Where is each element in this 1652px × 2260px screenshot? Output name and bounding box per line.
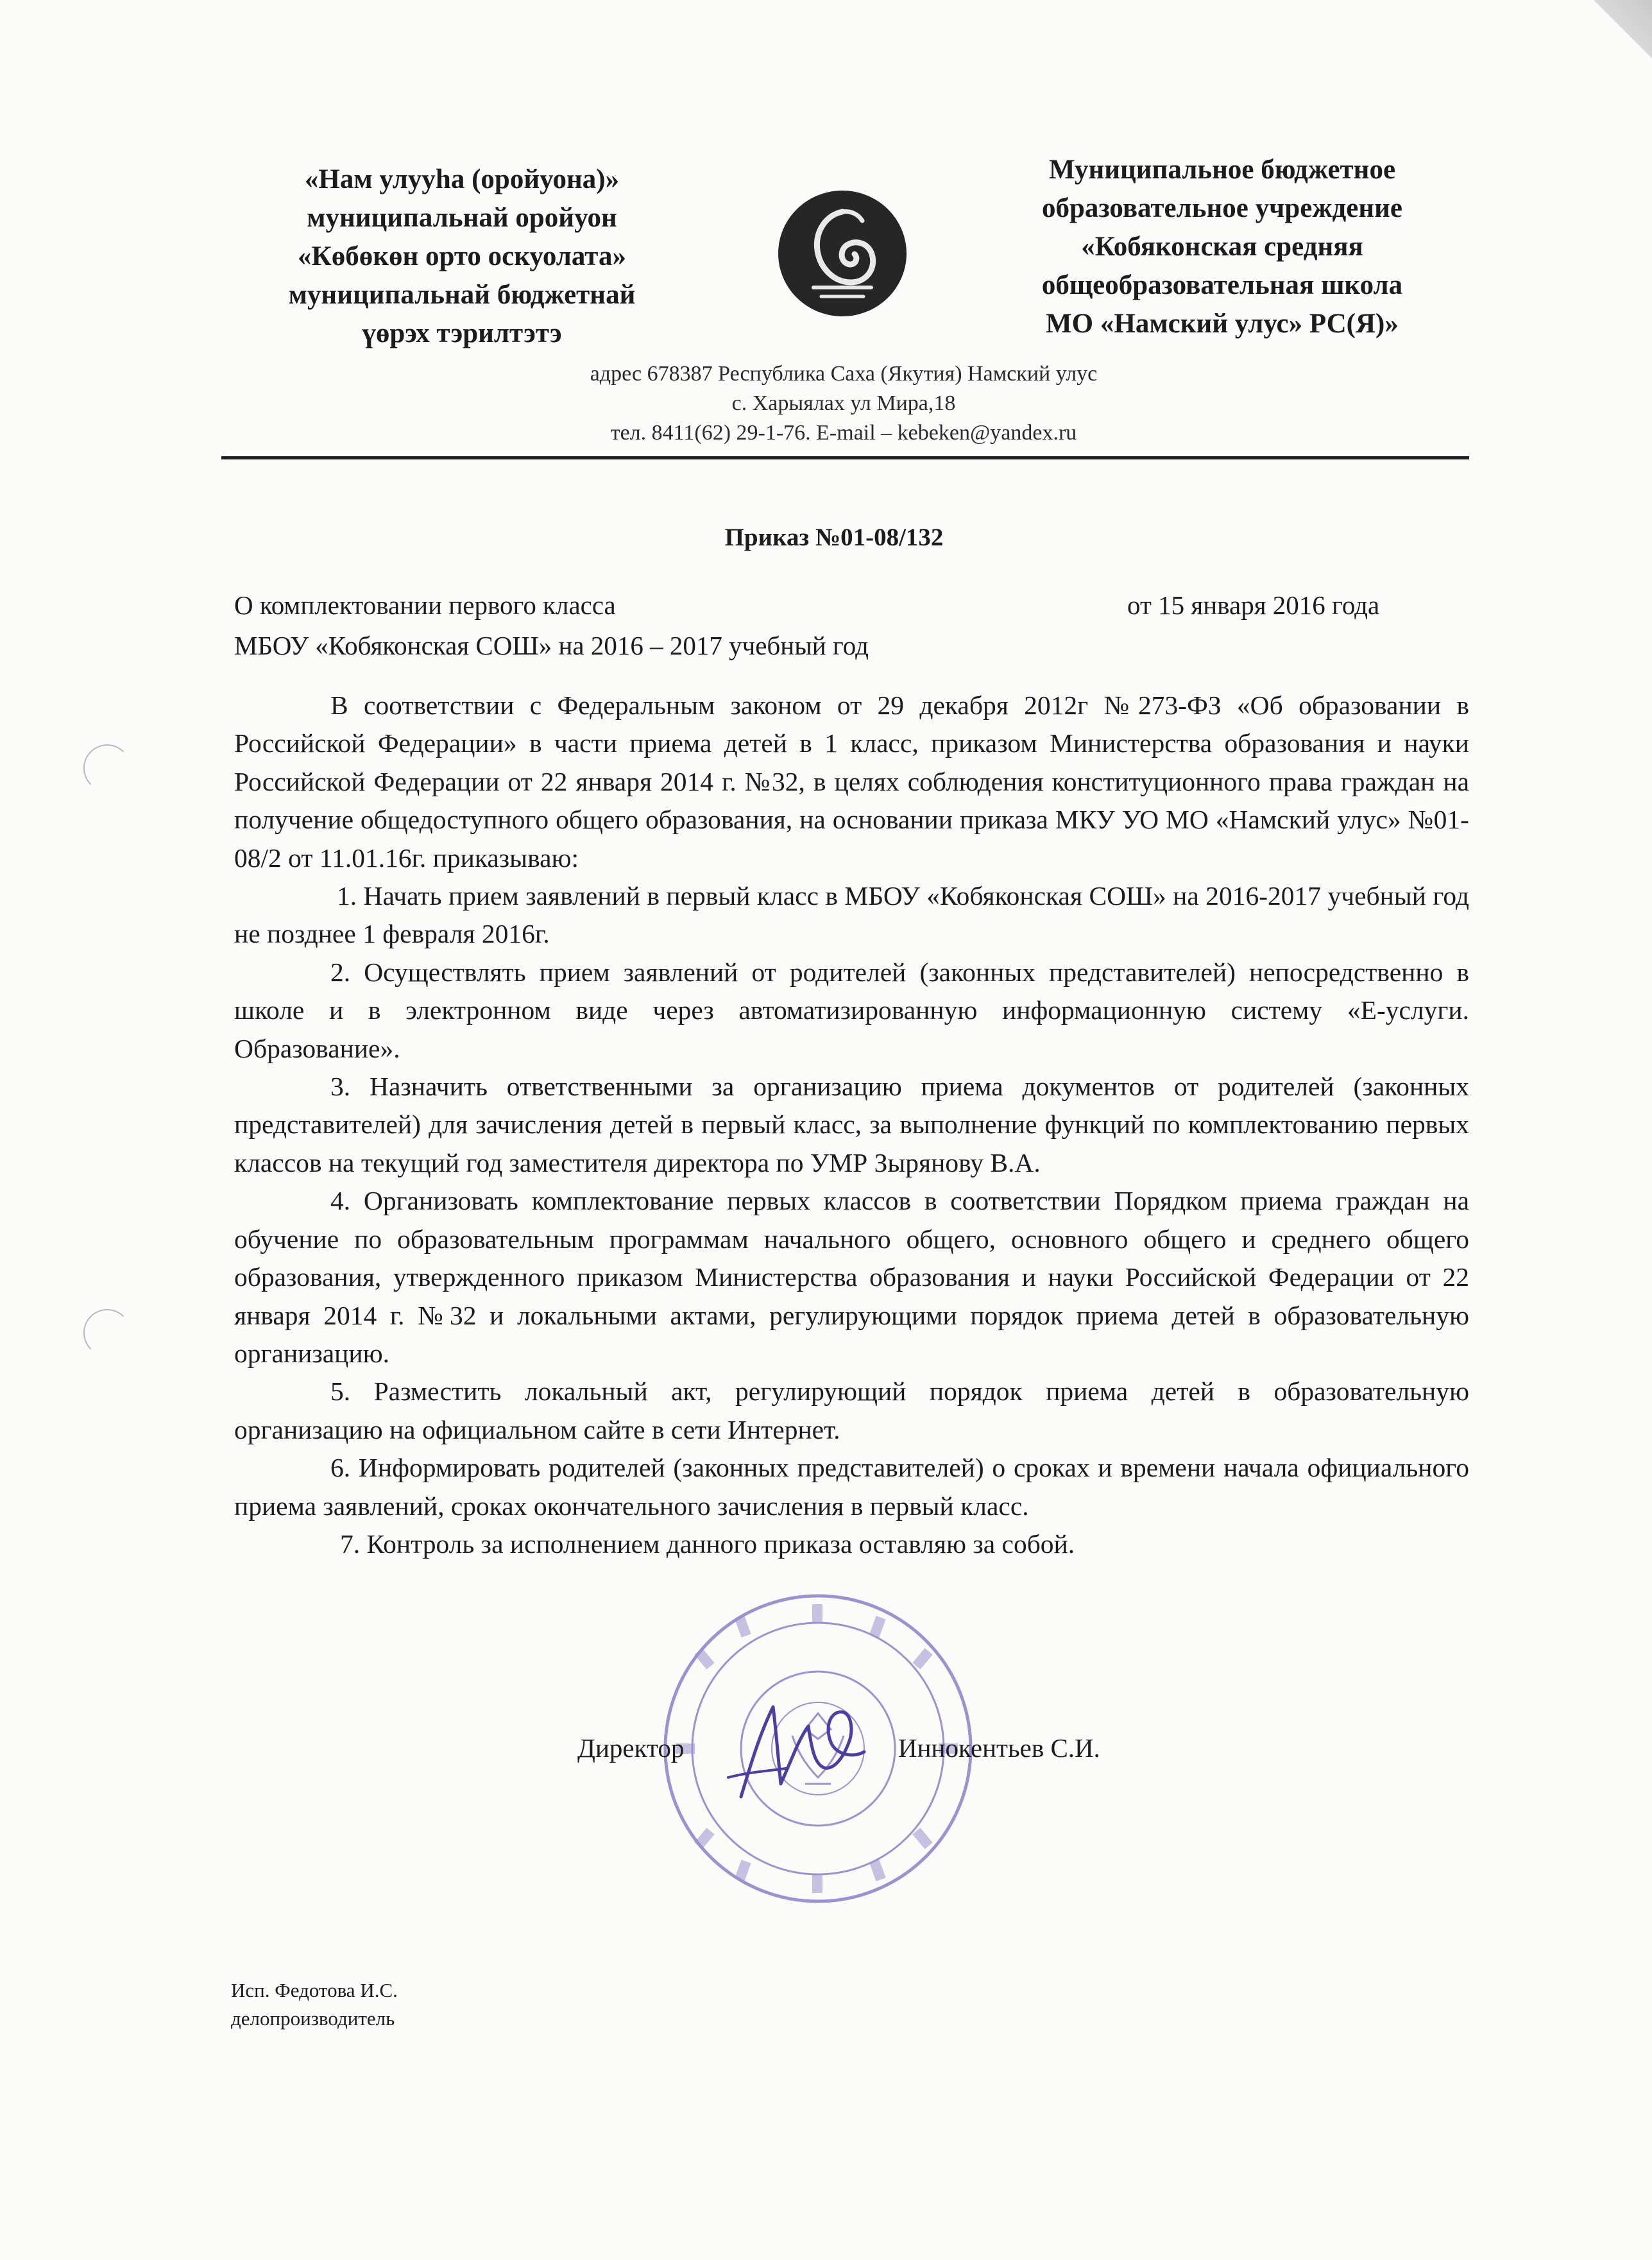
- executor-position: делопроизводитель: [231, 2007, 395, 2030]
- header-left-line: муниципальнай бюджетнай: [288, 280, 636, 310]
- order-title: Приказ №01-08/132: [724, 524, 944, 551]
- punch-hole-mark: [83, 744, 131, 792]
- header-right-line: Муниципальное бюджетное: [1048, 155, 1396, 185]
- executor-name: Исп. Федотова И.С.: [231, 1979, 398, 2001]
- header-divider: [221, 456, 1469, 459]
- order-item: 2. Осуществлять прием заявлений от родителей (законных представителей) непосредственно в школе и в электронном виде через автоматизированную информационную систему «Е-услуги. Образование».: [234, 957, 1469, 1063]
- order-preamble: В соответствии с Федеральным законом от 29 декабря 2012г №273-ФЗ «Об образовании в Российской Федерации» в части приема детей в 1 класс, приказом Министерства образования и науки Российской Федерации от 22 января 2014 г. №32, в целях соблюдения конституционного права граждан на получение общедоступного общего образования, на основании приказа МКУ УО МО «Намский улус» №01-08/2 от 11.01.16г. приказываю:: [234, 690, 1469, 873]
- order-item: 3. Назначить ответственными за организацию приема документов от родителей (законных представителей) для зачисления детей в первый класс, за выполнение функций по комплектованию первых классов на текущий год заместителя директора по УМР Зырянову В.А.: [234, 1072, 1469, 1177]
- contact-line: тел. 8411(62) 29-1-76. E-mail – kebeken@yandex.ru: [610, 421, 1077, 445]
- header-left-line: «Көбөкөн орто оскуолата»: [298, 241, 626, 271]
- header-right-line: образовательное учреждение: [1041, 193, 1403, 223]
- header-left-line: «Нам улууһа (оройуона)»: [304, 164, 620, 194]
- crane-emblem-icon: [775, 186, 910, 321]
- order-item: 1. Начать прием заявлений в первый класс в МБОУ «Кобяконская СОШ» на 2016-2017 учебный год не позднее 1 февраля 2016г.: [234, 881, 1469, 949]
- order-date: от 15 января 2016 года: [1127, 590, 1380, 620]
- header-right-line: «Кобяконская средняя: [1081, 232, 1363, 262]
- header-left-line: муниципальнай оройуон: [307, 203, 617, 233]
- header-left-block: [237, 160, 686, 353]
- executor-block: [231, 1976, 398, 2033]
- header-left-line: үөрэх тэрилтэтэ: [362, 318, 562, 348]
- address-line: с. Харыялах ул Мира,18: [731, 391, 956, 415]
- address-block: [321, 359, 1367, 448]
- order-item: 7. Контроль за исполнением данного приказа оставляю за собой.: [340, 1528, 1075, 1559]
- signatory-role: Директор: [577, 1733, 685, 1763]
- handwritten-signature: [722, 1688, 869, 1810]
- order-item: 6. Информировать родителей (законных представителей) о сроках и времени начала официального приема заявлений, сроках окончательного зачисления в первый класс.: [234, 1453, 1469, 1521]
- order-subject: [234, 585, 869, 666]
- signatory-name: Иннокентьев С.И.: [898, 1733, 1100, 1763]
- order-body: [234, 687, 1469, 1563]
- header-right-block: [982, 151, 1463, 343]
- subject-line: О комплектовании первого класса: [234, 590, 616, 620]
- address-line: адрес 678387 Республика Саха (Якутия) Намский улус: [590, 362, 1098, 386]
- punch-hole-mark: [83, 1309, 131, 1357]
- order-item: 4. Организовать комплектование первых классов в соответствии Порядком приема граждан на обучение по образовательным программам начального общего, основного общего и среднего общего образования, утвержденного приказом Министерства образования и науки Российской Федерации от 22 января 2014 г. №32 и локальными актами, регулирующими порядок приема детей в образовательную организацию.: [234, 1186, 1469, 1368]
- header-right-line: МО «Намский улус» РС(Я)»: [1046, 309, 1399, 339]
- subject-line: МБОУ «Кобяконская СОШ» на 2016 – 2017 учебный год: [234, 631, 869, 660]
- order-item: 5. Разместить локальный акт, регулирующий порядок приема детей в образовательную организацию на официальном сайте в сети Интернет.: [234, 1376, 1469, 1444]
- page-corner-fold: [1594, 0, 1652, 58]
- header-right-line: общеобразовательная школа: [1041, 270, 1403, 300]
